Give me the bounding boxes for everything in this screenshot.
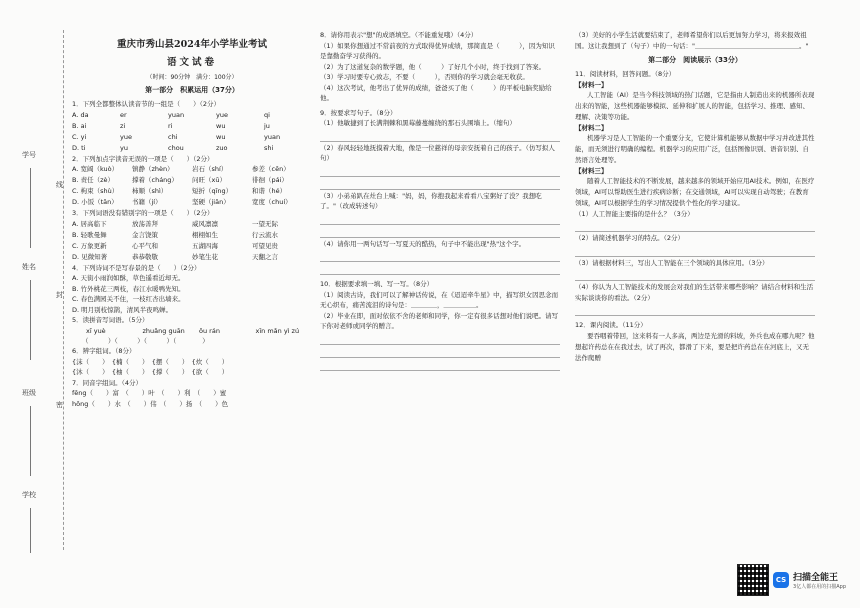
sub-question: （3）小弟弟趴在灶台上喊："妈，妈，你抱我起来看看八宝粥好了没？我想吃了。"（改成转述句） — [320, 191, 542, 210]
option-text: zhuǎng guān — [142, 326, 185, 335]
option-text: D. ti — [72, 143, 86, 152]
question-8: 8．请你用表示"想"的成语填空。（不能重复哦）（4分） — [320, 31, 478, 39]
seal-char: 线 — [56, 181, 63, 189]
question-4: 4．下列诗词不是写春景的是（ ）（2分） — [72, 263, 201, 272]
answer-line[interactable] — [320, 346, 560, 358]
sub-question: （1）人工智能主要指的是什么？（3分） — [575, 209, 694, 218]
word-row[interactable]: {沫（ ） {楠（ ） {摆（ ） {炊（ ） — [72, 357, 229, 366]
column-1 — [72, 30, 312, 409]
part-heading: 第二部分 阅读展示（33分） — [648, 56, 742, 64]
seal-dashed-line — [63, 30, 64, 550]
answer-line[interactable] — [575, 245, 815, 257]
option-row — [72, 241, 312, 252]
sub-question: （2）为了这道复杂的数学题，他（ ）了好几个小时，终于找到了答案。 — [320, 62, 546, 71]
answer-line[interactable] — [320, 130, 560, 142]
word-row[interactable]: hōng（ ）水 （ ）伟 （ ）扬 （ ）色 — [72, 399, 229, 408]
option-row — [72, 197, 312, 208]
option-text: chou — [168, 143, 184, 152]
sub-question: （3）学习时要专心致志，不要（ ），否则你的学习就会毫无收获。 — [320, 73, 529, 81]
answer-line[interactable] — [320, 359, 560, 371]
sub-question: （2）请简述机器学习的特点。（2分） — [575, 234, 685, 242]
option-text: 一望无际 — [252, 219, 278, 228]
option-text: 柿顺（shì） — [132, 187, 168, 195]
column-3 — [575, 30, 815, 364]
answer-line[interactable] — [320, 165, 560, 177]
option-text: A. 宽阔（kuò） — [72, 165, 119, 173]
option: C. 春色满园关不住，一枝红杏出墙来。 — [72, 295, 185, 303]
option-text: A. 居高临下 — [72, 219, 107, 228]
option-text: yuan — [264, 132, 281, 141]
sub-question: （4）请你用一两句话写一写夏天的酷热，句子中不能出现"热"这个字。 — [320, 239, 526, 248]
option-text: zi — [120, 121, 126, 130]
question-1: 1．下列全都整体认读音节的一组是（ ）（2分） — [72, 100, 221, 108]
option-text: D. 小饭（tān） — [72, 198, 118, 206]
option-text: B. 责任（zè） — [72, 176, 115, 184]
option-row — [72, 110, 312, 121]
option-text: qi — [264, 110, 270, 119]
camscanner-logo-icon: CS — [773, 572, 789, 588]
qr-code-icon — [737, 564, 769, 596]
label-class: 班级 — [22, 389, 36, 397]
question-10: 10．根据要求填一填、写一写。（8分） — [320, 280, 434, 288]
option: B. 竹外桃花三两枝，春江水暖鸭先知。 — [72, 284, 185, 293]
option-text: shi — [264, 143, 274, 152]
material-text: 随着人工智能技术的不断发展，越来越多的领域开始应用AI技术。例如，在医疗领域，AI可以帮助医生进行疾病诊断；在交通领域，AI可以实现自动驾驶；在教育领域，AI可以根据学生的学习情况提供个性化的学习建议。 — [575, 176, 815, 207]
option-text: 坚硬（jiān） — [192, 198, 230, 206]
question-3: 3．下列词语没有错别字的一项是（ ）（2分） — [72, 209, 214, 217]
option-text: B. 轻歌曼舞 — [72, 230, 107, 239]
brand-tagline: 3亿人都在用的扫描App — [793, 584, 846, 590]
option-text: C. 万象更新 — [72, 241, 107, 250]
option-text: ōu rán — [199, 326, 220, 335]
option-text: A. da — [72, 110, 89, 119]
brand-name: 扫描全能王 — [793, 573, 839, 583]
option-text: 可望见贵 — [252, 241, 278, 250]
option-text: 威风凛凛 — [192, 219, 218, 228]
option-text: 放荡善拜 — [132, 219, 158, 228]
option-text: xī yuè — [86, 326, 106, 335]
answer-line[interactable] — [320, 213, 560, 225]
answer-line[interactable] — [320, 250, 560, 262]
option-text: C. yi — [72, 132, 87, 141]
option-text: 五湖四海 — [192, 241, 218, 250]
answer-line[interactable] — [320, 226, 560, 238]
question-11: 11．阅读材料，回答问题。（8分） — [575, 70, 676, 78]
label-name: 姓名 — [22, 263, 36, 271]
part-heading: 第一部分 积累运用（37分） — [145, 86, 239, 94]
option-text: 参差（cēn） — [252, 165, 290, 173]
column-2 — [320, 30, 560, 372]
blank-line — [30, 280, 31, 360]
option-text: 书籍（jí） — [132, 198, 162, 206]
option-text: yue — [120, 132, 132, 141]
question-9: 9．按要求写句子。（8分） — [320, 108, 397, 117]
option-text: 岩石（shí） — [192, 165, 228, 173]
answer-line[interactable] — [320, 178, 560, 190]
option-text: 和谐（hé） — [252, 187, 287, 195]
option-row — [72, 121, 312, 132]
option-row — [72, 219, 312, 230]
material-heading: 【材料一】 — [575, 80, 608, 89]
reading-text: 要吞咽着带回，这来料有一人多高，两边是光滑的料坡，外兵也成在哪九呢？他想起许药总在在我过去，试了再次，都滑了下来，要是把许药总在在河底上，又无法作爬赠 — [575, 331, 815, 362]
exam-title: 重庆市秀山县2024年小学毕业考试 — [117, 39, 267, 50]
question-7: 7．同音字组词。（4分） — [72, 378, 143, 387]
option-row — [72, 143, 312, 154]
option-row — [72, 164, 312, 175]
option-text: 短折（qīng） — [192, 187, 233, 195]
option-text: 宽度（chuí） — [252, 198, 292, 206]
answer-line[interactable] — [575, 269, 815, 281]
option-text: D. 见微知著 — [72, 252, 108, 261]
blank-line — [30, 168, 31, 248]
option-row — [72, 132, 312, 143]
sub-question: （2）毕业在即，面对依依不舍的老师和同学，你一定有很多话想对他们说吧。请写下你对老师或同学的赠言。 — [320, 311, 559, 330]
word-row[interactable]: {沐（ ） {柚（ ） {撑（ ） {欲（ ） — [72, 368, 229, 376]
question-6: 6．辨字组词。（8分） — [72, 347, 136, 355]
option-text: 金言饶策 — [132, 230, 158, 239]
word-row[interactable]: fēng（ ）富 （ ）叶 （ ）利 （ ）蜜 — [72, 389, 227, 397]
option-text: wu — [216, 121, 226, 130]
label-school: 学校 — [22, 491, 36, 499]
answer-blanks[interactable]: （ ）（ ）（ ）（ ） — [82, 336, 209, 345]
answer-line[interactable] — [320, 263, 560, 275]
option-text: yuan — [168, 110, 185, 119]
option-text: 妙笔生花 — [192, 252, 218, 261]
option-text: ju — [264, 121, 270, 130]
blank-line — [30, 508, 31, 553]
option-row — [72, 230, 312, 241]
option-text: yu — [120, 143, 128, 152]
option-text: C. 枸束（shù） — [72, 187, 119, 195]
option-text: B. ai — [72, 121, 87, 130]
seal-char: 封 — [56, 291, 63, 299]
answer-line[interactable] — [320, 333, 560, 345]
option-text: wu — [216, 132, 226, 141]
scanner-watermark — [737, 564, 846, 596]
option-text: 问旺（xū） — [192, 176, 226, 184]
blank-line — [30, 406, 31, 476]
option-text: 徘徊（pái） — [252, 176, 288, 184]
sub-question: （3）请根据材料三，写出人工智能在三个领域的具体应用。（3分） — [575, 258, 769, 267]
option-row — [72, 252, 312, 263]
option-text: xīn mǎn yì zú — [255, 326, 300, 335]
answer-line[interactable] — [575, 220, 815, 232]
material-text: 机器学习是人工智能的一个重要分支，它使计算机能够从数据中学习并改进其性能，而无须进行明确的编程。机器学习的应用广泛，包括图像识别、语音识别、自然语言处理等。 — [575, 133, 815, 164]
option-text: 心平气和 — [132, 241, 158, 250]
option-text: 行云流水 — [252, 230, 278, 239]
option-text: 恭恭敬敬 — [132, 252, 158, 261]
question-2: 2．下列加点字读音无误的一项是（ ）（2分） — [72, 154, 214, 163]
sub-question: （1）他敏捷到了长满荆棘和黑莓藤蔓缠绕的那石头围墙上。（缩句） — [320, 119, 516, 127]
material-heading: 【材料三】 — [575, 166, 608, 175]
material-heading: 【材料二】 — [575, 123, 608, 132]
sub-question: （4）这次考试，他考出了优异的成绩，爸爸买了他（ ）的平板电脑奖励给他。 — [320, 83, 552, 102]
option-text: er — [120, 110, 127, 119]
option-text: chi — [168, 132, 178, 141]
option-row — [72, 175, 312, 186]
option: A. 天街小雨润如酥，草色遥看近却无。 — [72, 274, 185, 282]
sub-question: （1）如果你想通过不常前夜的方式取得优异成绩，那简直是（ ），因为知识是靠勤奋学习获得的。 — [320, 41, 555, 60]
option-text: 栩栩如生 — [192, 230, 218, 239]
binding-strip — [0, 0, 68, 560]
pinyin-row — [72, 326, 312, 336]
question-5: 5．读拼音写词语。（5分） — [72, 316, 149, 324]
option-text: zuo — [216, 143, 228, 152]
label-student-id: 学号 — [22, 151, 36, 159]
sub-question: （4）你认为人工智能技术的发展会对我们的生活带来哪些影响？请结合材料和生活实际谈谈你的看法。（2分） — [575, 283, 814, 302]
sub-question: （2）春风轻轻地抚摸着大地，像是一位慈祥的母亲安抚着自己的孩子。（仿写拟人句） — [320, 143, 555, 162]
option-row — [72, 186, 312, 197]
exam-info: （时间：90分钟 满分：100分） — [146, 74, 238, 81]
option-text: 镇静（zhèn） — [132, 165, 174, 173]
option-text: yue — [216, 110, 228, 119]
option-text: 天翻之言 — [252, 252, 278, 261]
sub-question: （1）阅读古诗，我们可以了解神话传说，在《迢迢牵牛星》中，描写织女因思念而无心织布，痛苦流泪的诗句是：＿＿＿＿，＿＿＿＿＿。 — [320, 290, 559, 309]
seal-char: 密 — [56, 401, 63, 409]
option-text: 撑着（cháng） — [132, 176, 178, 184]
sub-question: （3）美好的小学生活就要结束了，老师希望你们以后更加努力学习，将来报效祖国。这让我想到了（句子）中的一句话："＿＿＿＿＿＿＿＿＿＿＿＿＿＿＿＿。" — [575, 31, 809, 50]
answer-line[interactable] — [575, 304, 815, 316]
material-text: 人工智能（AI）是当今科技领域的热门话题，它是指由人制造出来的机器所表现出来的智能，这些机器能够模拟、延伸和扩展人的智能，包括学习、推理、感知、理解、决策等功能。 — [575, 90, 815, 121]
exam-subtitle: 语文试卷 — [166, 57, 217, 68]
option-text: ri — [168, 121, 173, 130]
option: D. 明月别枝惊鹊，清风半夜鸣蝉。 — [72, 305, 173, 314]
question-12: 12．课内阅读。（11分） — [575, 321, 647, 329]
